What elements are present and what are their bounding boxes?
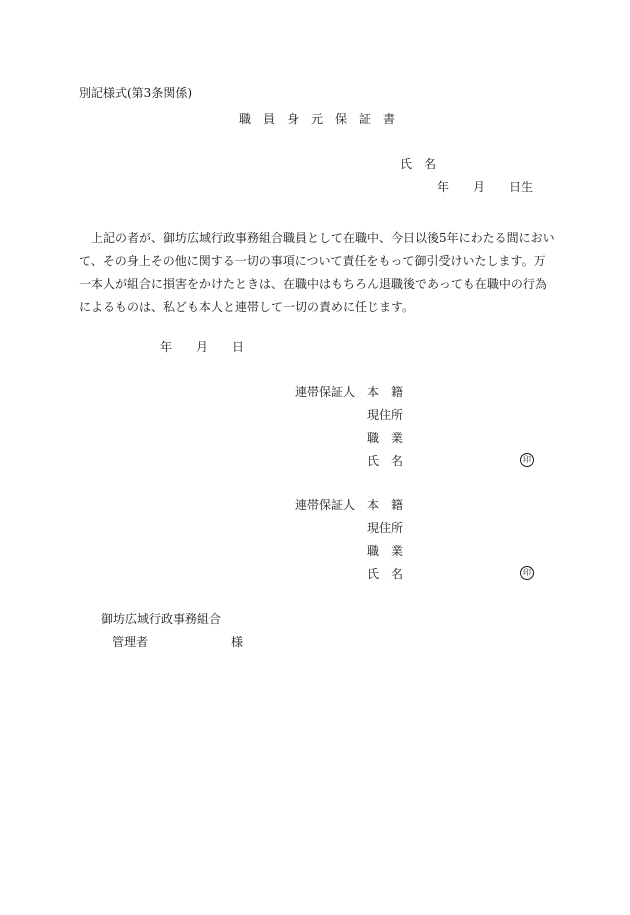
paragraph-line: て、その身上その他に関する一切の事項について責任をもって御引受けいたします。万 [79,254,546,268]
guarantor-role: 連帯保証人 [295,498,356,512]
paragraph-line: によるものは、私ども本人と連帯して一切の責めに任じます。 [79,300,415,314]
employee-birth-label: 年 月 日生 [437,180,534,194]
field-honseki: 本 籍 [367,498,404,512]
form-label: 別記様式(第3条関係) [79,86,192,100]
paragraph-line: 上記の者が、御坊広域行政事務組合職員として在職中、今日以後5年にわたる間におい [79,231,555,245]
paragraph-line: 一本人が組合に損害をかけたときは、在職中はもちろん退職後であっても在職中の行為 [79,277,547,291]
field-name: 氏 名 [367,454,404,468]
field-occupation: 職 業 [367,544,404,558]
field-honseki: 本 籍 [367,385,404,399]
document-title: 職 員 身 元 保 証 書 [239,112,396,126]
field-name: 氏 名 [367,567,404,581]
seal-icon: 印 [520,566,534,580]
seal-icon: 印 [520,453,534,467]
field-address: 現住所 [367,521,404,535]
employee-name-label: 氏 名 [400,157,437,171]
addressee-manager: 管理者 [112,635,149,649]
field-address: 現住所 [367,408,404,422]
field-occupation: 職 業 [367,431,404,445]
addressee-honorific: 様 [231,635,244,649]
guarantee-paragraph [79,227,557,319]
addressee-org: 御坊広域行政事務組合 [101,612,222,626]
guarantor-role: 連帯保証人 [295,385,356,399]
date-label: 年 月 日 [160,340,245,354]
